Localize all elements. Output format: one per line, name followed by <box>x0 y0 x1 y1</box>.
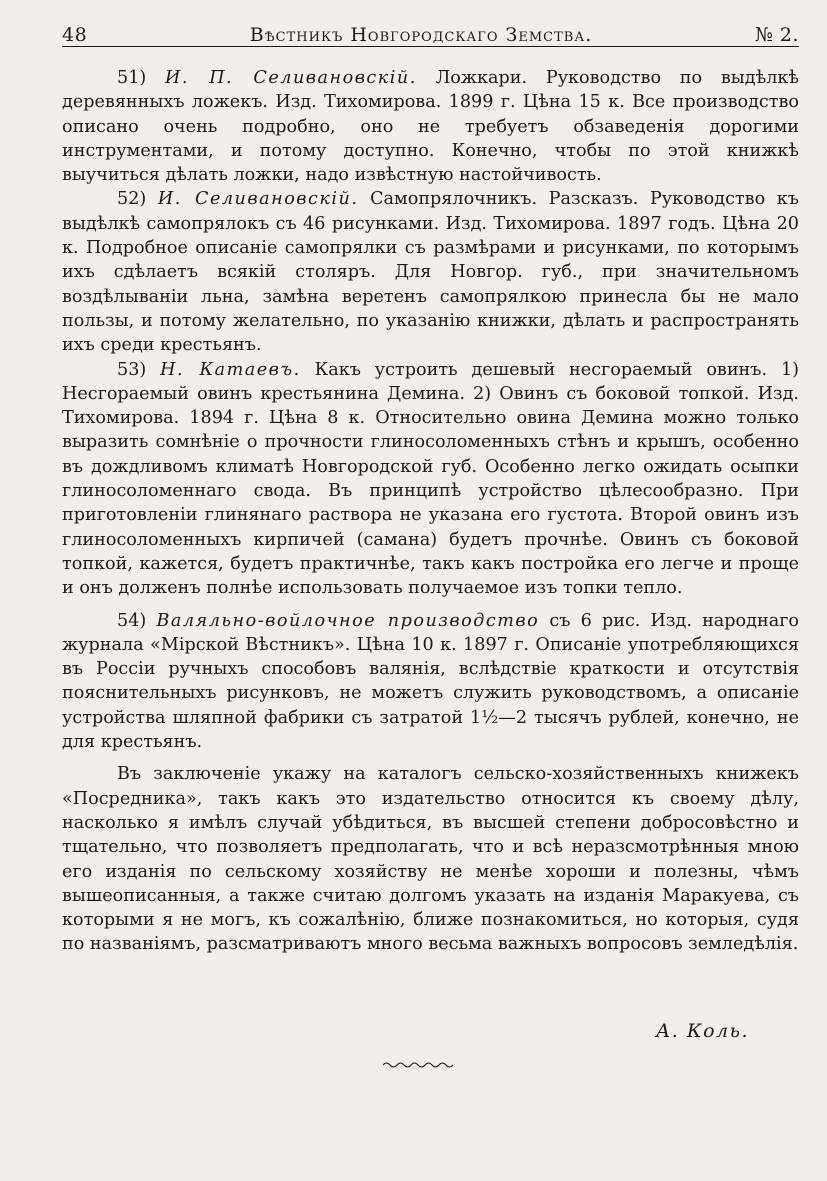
entry-52 <box>62 187 799 357</box>
article-body <box>62 66 799 957</box>
entry-number: 51) <box>117 68 147 88</box>
page-number: 48 <box>62 24 88 46</box>
entry-54 <box>62 609 799 755</box>
entry-text: Ложкари. Руководство по выдѣлкѣ деревянныхъ ложекъ. Изд. Тихомирова. 1899 г. Цѣна 15 к. Все производство описано очень подробно, оно не требуетъ обзаведенія дорогими инструментами, и потому доступно. Конечно, чтобы по этой книжкѣ выучиться дѣлать ложки, надо извѣстную настойчивость. <box>62 68 799 186</box>
entry-author: И. Селивановскій. <box>157 189 359 210</box>
entry-number: 53) <box>117 359 147 380</box>
entry-text: Самопрялочникъ. Разсказъ. Руководство къ выдѣлкѣ самопрялокъ съ 46 рисунками. Изд. Тихомирова. 1897 годъ. Цѣна 20 к. Подробное описаніе самопрялки съ размѣрами и рисунками, по которымъ ихъ сдѣлаетъ всякій столяръ. Для Новгор. губ., при значительномъ воздѣлываніи льна, замѣна веретенъ самопрялкою принесла бы не мало пользы, и потому желательно, по указанію книжки, дѣлать и распространять ихъ среди крестьянъ. <box>62 189 799 356</box>
conclusion-paragraph: Въ заключеніе укажу на каталогъ сельско-хозяйственныхъ книжекъ «Посредника», такъ какъ это издательство относится къ своему дѣлу, насколько я имѣлъ случай убѣдиться, въ высшей степени добросовѣстно и тщательно, что позволяетъ предполагать, что и всѣ неразсмотрѣнныя мною его изданія по сельскому хозяйству не менѣе хороши и полезны, чѣмъ вышеописанныя, а также считаю долгомъ указать на изданія Маракуева, съ которыми я не могъ, къ сожалѣнію, ближе познакомиться, но которыя, судя по названіямъ, разсматриваютъ много весьма важныхъ вопросовъ земледѣлія. <box>62 764 799 955</box>
journal-title: Вѣстникъ Новгородскаго Земства. <box>249 24 593 46</box>
entry-author: Валяльно-войлочное производство <box>156 610 540 631</box>
issue-number: № 2. <box>754 24 799 46</box>
author-signature: А. Коль. <box>655 1020 749 1042</box>
entry-number: 52) <box>117 189 147 210</box>
entry-author: Н. Катаевъ. <box>160 359 301 380</box>
entry-51 <box>62 66 799 187</box>
entry-text: съ 6 рис. Изд. народнаго журнала «Мірской Вѣстникъ». Цѣна 10 к. 1897 г. Описаніе употребляющихся въ Россіи ручныхъ способовъ валянія, вслѣдствіе краткости и отсутствія пояснительныхъ рисунковъ, не можетъ служить руководствомъ, а описаніе устройства шляпной фабрики съ затратой 1½—2 тысячъ рублей, конечно, не для крестьянъ. <box>62 610 800 753</box>
entry-author: И. П. Селивановскій. <box>165 68 417 88</box>
running-header <box>62 20 799 47</box>
entry-text: Какъ устроить дешевый несгораемый овинъ. 1) Несгораемый овинъ крестьянина Демина. 2) Овинъ съ боковой топкой. Изд. Тихомирова. 1894 г. Цѣна 8 к. Относительно овина Демина можно только выразить сомнѣніе о прочности глиносоломенныхъ стѣнъ и крышъ, особенно въ дождливомъ климатѣ Новгородской губ. Особенно легко ожидать осыпки глиносоломеннаго свода. Въ принципѣ устройство цѣлесообразно. При приготовленіи глинянаго раствора не указана его густота. Второй овинъ изъ глиносоломенныхъ кирпичей (самана) будетъ прочнѣе. Овинъ съ боковой топкой, кажется, будетъ практичнѣе, такъ какъ постройка его легче и проще и онъ долженъ полнѣе использовать получаемое изъ топки тепло. <box>62 359 800 599</box>
entry-number: 54) <box>117 610 147 631</box>
wavy-divider <box>383 1060 453 1070</box>
entry-53 <box>62 358 799 601</box>
